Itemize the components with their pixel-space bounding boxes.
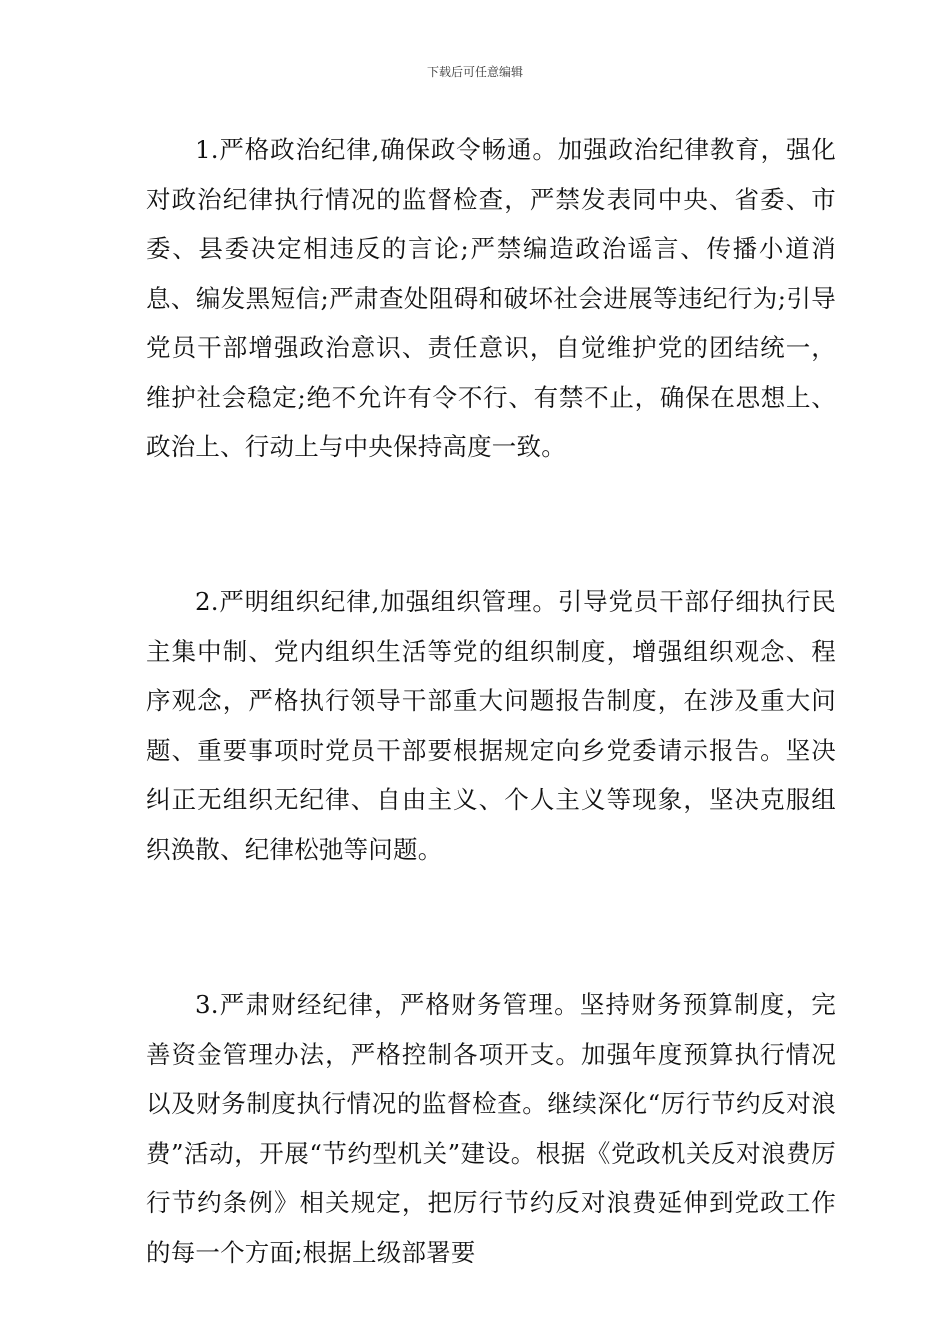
paragraph-organizational-discipline: 2.严明组织纪律,加强组织管理。引导党员干部仔细执行民主集中制、党内组织生活等党的组织制度，增强组织观念、程序观念，严格执行领导干部重大问题报告制度，在涉及重大问题、重要事项时党员干部要根据规定向乡党委请示报告。坚决纠正无组织无纪律、自由主义、个人主义等现象，坚决克服组织涣散、纪律松弛等问题。: [146, 587, 836, 864]
paragraph-political-discipline: 1.严格政治纪律,确保政令畅通。加强政治纪律教育，强化对政治纪律执行情况的监督检查，严禁发表同中央、省委、市委、县委决定相违反的言论;严禁编造政治谣言、传播小道消息、编发黑短信;严肃查处阻碍和破坏社会进展等违纪行为;引导党员干部增强政治意识、责任意识，自觉维护党的团结统一，维护社会稳定;绝不允许有令不行、有禁不止，确保在思想上、政治上、行动上与中央保持高度一致。: [146, 135, 836, 461]
page-header: 下载后可任意编辑: [426, 65, 523, 79]
paragraph-financial-discipline: 3.严肃财经纪律，严格财务管理。坚持财务预算制度，完善资金管理办法，严格控制各项开支。加强年度预算执行情况以及财务制度执行情况的监督检查。继续深化“厉行节约反对浪费”活动，开展“节约型机关”建设。根据《党政机关反对浪费厉行节约条例》相关规定，把厉行节约反对浪费延伸到党政工作的每一个方面;根据上级部署要: [146, 990, 836, 1267]
